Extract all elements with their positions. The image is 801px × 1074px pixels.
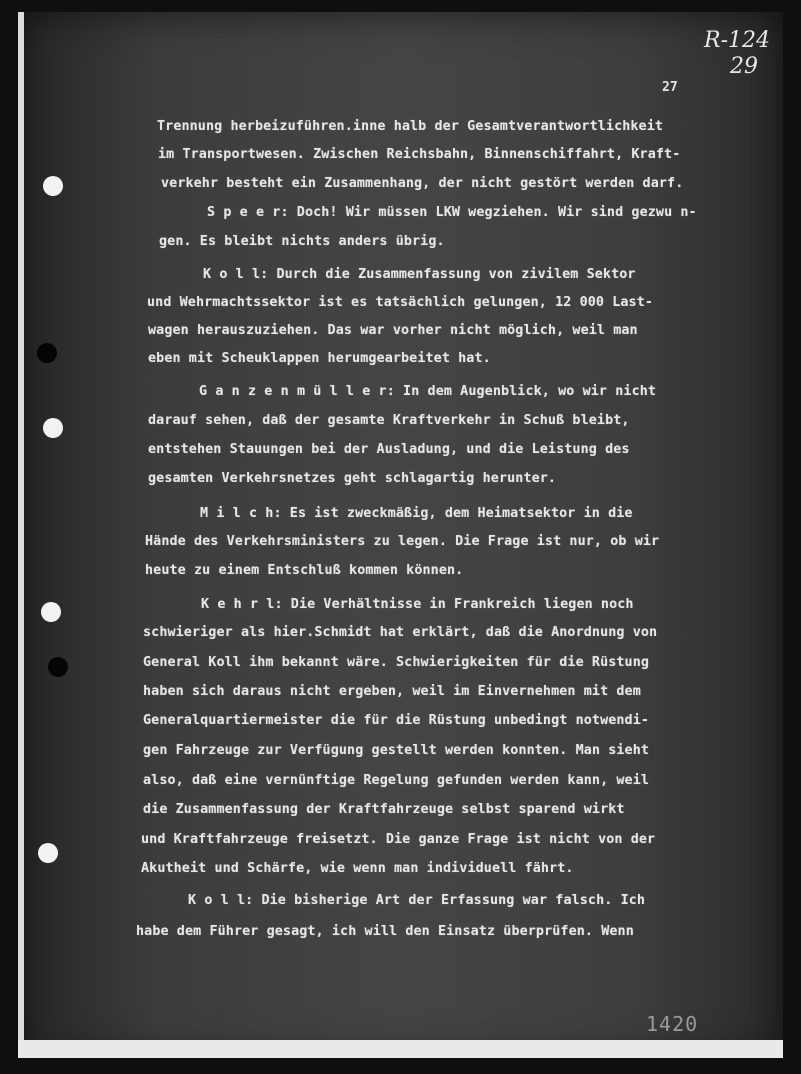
text-line: also, daß eine vernünftige Regelung gefunden werden kann, weil — [143, 773, 650, 788]
text-line: Akutheit und Schärfe, wie wenn man individuell fährt. — [141, 861, 574, 876]
text-line: wagen herauszuziehen. Das war vorher nicht möglich, weil man — [148, 323, 638, 338]
text-line: General Koll ihm bekannt wäre. Schwierigkeiten für die Rüstung — [143, 655, 650, 670]
text-line: gesamten Verkehrsnetzes geht schlagartig herunter. — [148, 471, 557, 486]
text-line: eben mit Scheuklappen herumgearbeitet hat. — [148, 351, 491, 366]
text-line: und Wehrmachtssektor ist es tatsächlich gelungen, 12 000 Last- — [147, 295, 654, 310]
page-number: 27 — [662, 80, 678, 95]
handwritten-note: R-124 — [704, 28, 770, 53]
text-line: und Kraftfahrzeuge freisetzt. Die ganze Frage ist nicht von der — [141, 832, 656, 847]
text-line: G a n z e n m ü l l e r: In dem Augenblick, wo wir nicht — [199, 384, 657, 399]
text-line: M i l c h: Es ist zweckmäßig, dem Heimatsektor in die — [200, 506, 633, 521]
text-line: verkehr besteht ein Zusammenhang, der nicht gestört werden darf. — [161, 176, 684, 191]
text-line: die Zusammenfassung der Kraftfahrzeuge selbst sparend wirkt — [143, 802, 625, 817]
text-line: Trennung herbeizuführen.inne halb der Gesamtverantwortlichkeit — [157, 119, 664, 134]
text-line: darauf sehen, daß der gesamte Kraftverkehr in Schuß bleibt, — [148, 413, 630, 428]
text-line: Hände des Verkehrsministers zu legen. Die Frage ist nur, ob wir — [145, 534, 660, 549]
text-line: gen. Es bleibt nichts anders übrig. — [159, 234, 445, 249]
text-line: heute zu einem Entschluß kommen können. — [145, 563, 464, 578]
text-line: K o l l: Durch die Zusammenfassung von zivilem Sektor — [203, 267, 636, 282]
stamp-number: 1420 — [646, 1012, 699, 1036]
text-line: gen Fahrzeuge zur Verfügung gestellt werden konnten. Man sieht — [143, 743, 650, 758]
text-line: habe dem Führer gesagt, ich will den Einsatz überprüfen. Wenn — [136, 924, 634, 939]
text-line: schwieriger als hier.Schmidt hat erklärt, daß die Anordnung von — [143, 625, 658, 640]
text-line: Generalquartiermeister die für die Rüstung unbedingt notwendi- — [143, 713, 650, 728]
text-line: K e h r l: Die Verhältnisse in Frankreich liegen noch — [201, 597, 634, 612]
handwritten-note: 29 — [730, 54, 758, 79]
text-line: haben sich daraus nicht ergeben, weil im Einvernehmen mit dem — [143, 684, 641, 699]
text-line: K o l l: Die bisherige Art der Erfassung war falsch. Ich — [188, 893, 646, 908]
text-line: entstehen Stauungen bei der Ausladung, und die Leistung des — [148, 442, 630, 457]
text-line: S p e e r: Doch! Wir müssen LKW wegziehen. Wir sind gezwu n- — [207, 205, 697, 220]
text-line: im Transportwesen. Zwischen Reichsbahn, Binnenschiffahrt, Kraft- — [158, 147, 681, 162]
